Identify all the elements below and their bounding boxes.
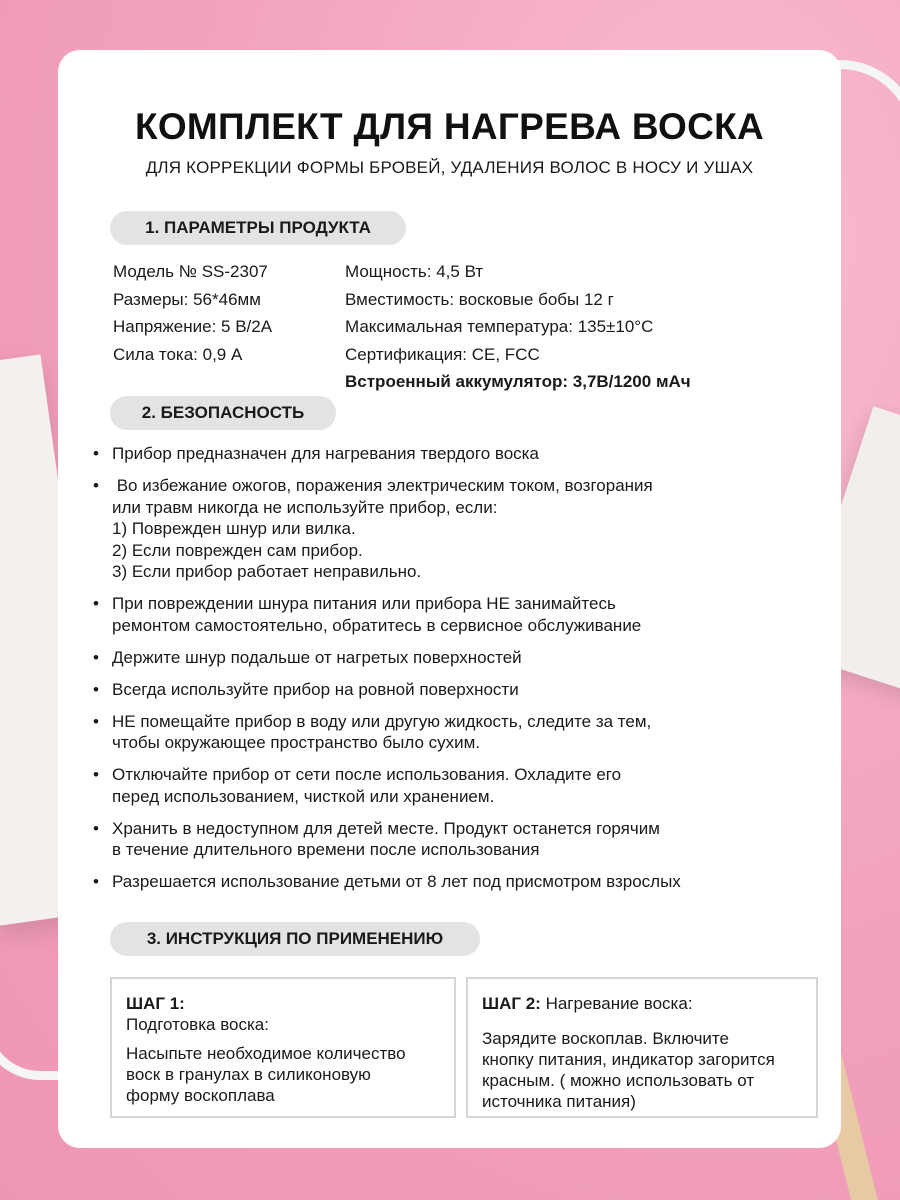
safety-item-line: Во избежание ожогов, поражения электрическим током, возгорания <box>112 476 653 495</box>
safety-item-line: 3) Если прибор работает неправильно. <box>112 562 422 581</box>
safety-item <box>93 593 793 636</box>
page-subtitle: ДЛЯ КОРРЕКЦИИ ФОРМЫ БРОВЕЙ, УДАЛЕНИЯ ВОЛОС В НОСУ И УШАХ <box>145 158 754 177</box>
bullet-point: • <box>93 476 99 495</box>
step-1-subtitle: Подготовка воска: <box>126 1015 269 1034</box>
safety-item <box>93 764 793 807</box>
safety-item-line: перед использованием, чисткой или хранением. <box>112 786 495 806</box>
step-2-line: источника питания) <box>482 1092 636 1111</box>
step-2-line: кнопку питания, индикатор загорится <box>482 1050 775 1069</box>
bullet-point: • <box>93 594 99 613</box>
step-2-body <box>482 1028 802 1112</box>
param-capacity: Вместимость: восковые бобы 12 г <box>345 289 614 309</box>
safety-item-line: Прибор предназначен для нагревания твердого воска <box>112 444 539 463</box>
safety-item <box>93 679 793 701</box>
bullet-point: • <box>93 444 99 463</box>
safety-item-line: Держите шнур подальше от нагретых поверхностей <box>112 647 522 667</box>
safety-item-line: Всегда используйте прибор на ровной поверхности <box>112 679 519 699</box>
step-2-heading: ШАГ 2: <box>482 994 541 1013</box>
section-heading-instructions: 3. ИНСТРУКЦИЯ ПО ПРИМЕНЕНИЮ <box>110 922 480 956</box>
safety-item-line: или травм никогда не используйте прибор, если: <box>112 497 498 517</box>
safety-item <box>93 818 793 861</box>
param-max-temp: Максимальная температура: 135±10°C <box>345 317 654 336</box>
step-1-line: форму воскоплава <box>126 1086 275 1105</box>
bullet-point: • <box>93 765 99 784</box>
safety-item-line: Отключайте прибор от сети после использования. Охладите его <box>112 765 622 784</box>
safety-item <box>93 871 793 893</box>
step-1-line: Насыпьте необходимое количество <box>126 1044 406 1063</box>
safety-item-line: 1) Поврежден шнур или вилка. <box>112 519 356 538</box>
params-column-right <box>345 258 691 396</box>
safety-item-line: При повреждении шнура питания или прибора НЕ занимайтесь <box>112 594 616 613</box>
bullet-point: • <box>93 647 99 667</box>
step-2-line: красным. ( можно использовать от <box>482 1071 755 1090</box>
bullet-point: • <box>93 711 99 731</box>
param-voltage: Напряжение: 5 В/2А <box>113 317 273 336</box>
param-power: Мощность: 4,5 Вт <box>345 262 484 281</box>
safety-item <box>93 711 793 754</box>
step-1-box <box>110 977 456 1118</box>
safety-list <box>93 443 793 903</box>
bullet-point: • <box>93 872 99 891</box>
safety-item <box>93 475 793 583</box>
param-battery: Встроенный аккумулятор: 3,7В/1200 мАч <box>345 372 691 391</box>
safety-item-line: 2) Если поврежден сам прибор. <box>112 540 363 560</box>
safety-item <box>93 647 793 669</box>
step-1-heading: ШАГ 1: <box>126 994 185 1013</box>
step-2-title-line <box>482 993 802 1014</box>
param-dimensions: Размеры: 56*46мм <box>113 289 261 309</box>
step-1-body <box>126 1043 440 1106</box>
safety-item-line: Хранить в недоступном для детей месте. Продукт останется горячим <box>112 818 660 838</box>
step-2-subtitle: Нагревание воска: <box>540 994 693 1013</box>
param-current: Сила тока: 0,9 А <box>113 344 243 364</box>
params-column-left <box>113 258 272 368</box>
page-title: КОМПЛЕКТ ДЛЯ НАГРЕВА ВОСКА <box>134 106 765 147</box>
safety-item-line: ремонтом самостоятельно, обратитесь в сервисное обслуживание <box>112 615 642 635</box>
bullet-point: • <box>93 818 99 838</box>
section-heading-safety: 2. БЕЗОПАСНОСТЬ <box>110 396 336 430</box>
safety-item-line: Разрешается использование детьми от 8 лет под присмотром взрослых <box>112 872 681 891</box>
step-2-line: Зарядите воскоплав. Включите <box>482 1029 729 1048</box>
step-1-line: воск в гранулах в силиконовую <box>126 1065 371 1084</box>
section-heading-params: 1. ПАРАМЕТРЫ ПРОДУКТА <box>110 211 406 245</box>
param-certification: Сертификация: CE, FCC <box>345 344 540 364</box>
param-model: Модель № SS-2307 <box>113 262 268 281</box>
safety-item-line: чтобы окружающее пространство было сухим. <box>112 733 481 752</box>
step-2-box <box>466 977 818 1118</box>
safety-item-line: НЕ помещайте прибор в воду или другую жидкость, следите за тем, <box>112 711 652 731</box>
bullet-point: • <box>93 679 99 699</box>
safety-item-line: в течение длительного времени после использования <box>112 840 540 859</box>
info-card <box>58 50 841 1148</box>
safety-item <box>93 443 793 465</box>
